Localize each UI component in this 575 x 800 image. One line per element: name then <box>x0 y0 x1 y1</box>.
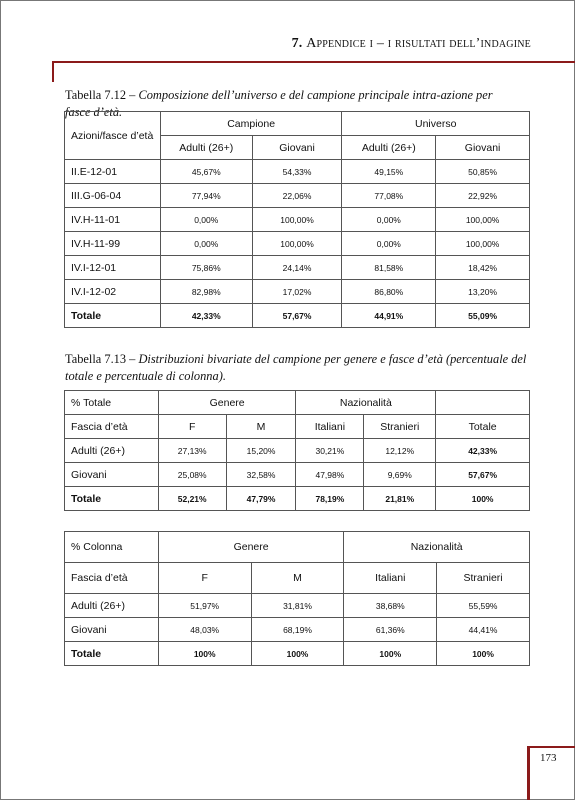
table1-caption: Tabella 7.12 – Composizione dell’universo e del campione principale intra-azione per fasce d’età. <box>65 88 493 119</box>
table2-caption: Tabella 7.13 – Distribuzioni bivariate del campione per genere e fasce d’età (percentuale del totale e percentuale di colonna). <box>65 352 527 383</box>
chapter-number: 7. <box>291 36 303 51</box>
table1-group-universo: Universo <box>342 112 530 136</box>
page-number-bar <box>527 746 530 800</box>
table-total-row: Totale 100% 100% 100% 100% <box>65 642 530 666</box>
table-row: Giovani 48,03% 68,19% 61,36% 44,41% <box>65 618 530 642</box>
table3-sub-header: Italiani <box>344 563 437 594</box>
running-head <box>292 36 531 52</box>
table3-sub-header: M <box>251 563 344 594</box>
header-rule-tick <box>52 61 54 82</box>
table-row: III.G-06-04 77,94% 22,06% 77,08% 22,92% <box>65 184 530 208</box>
table3-corner: % Colonna <box>65 532 159 563</box>
table-row: Adulti (26+) 27,13% 15,20% 30,21% 12,12% 42,33% <box>65 439 530 463</box>
table2-sub-header: Stranieri <box>364 415 436 439</box>
table-7-13-totale <box>64 390 530 511</box>
table3-row-header: Fascia d’età <box>65 563 159 594</box>
table2-corner: % Totale <box>65 391 159 415</box>
table-row: IV.H-11-01 0,00% 100,00% 0,00% 100,00% <box>65 208 530 232</box>
table-row: II.E-12-01 45,67% 54,33% 49,15% 50,85% <box>65 160 530 184</box>
header-rule <box>52 61 575 63</box>
chapter-title: Appendice i – i risultati dell’indagine <box>306 36 531 51</box>
table3-group-nazionalita: Nazionalità <box>344 532 530 563</box>
page-number-rule <box>527 746 575 748</box>
table-7-13-colonna <box>64 531 530 666</box>
table-7-12 <box>64 111 530 328</box>
table2-row-header: Fascia d’età <box>65 415 159 439</box>
table-total-row: Totale 52,21% 47,79% 78,19% 21,81% 100% <box>65 487 530 511</box>
table-total-row: Totale 42,33% 57,67% 44,91% 55,09% <box>65 304 530 328</box>
page-number: 173 <box>540 752 557 764</box>
table1-row-header: Azioni/fasce d’età <box>65 112 161 160</box>
table3-sub-header: Stranieri <box>437 563 530 594</box>
table3-group-genere: Genere <box>158 532 344 563</box>
table2-sub-header: Totale <box>436 415 530 439</box>
table1-group-campione: Campione <box>160 112 342 136</box>
table-row: Adulti (26+) 51,97% 31,81% 38,68% 55,59% <box>65 594 530 618</box>
table-row: IV.I-12-02 82,98% 17,02% 86,80% 13,20% <box>65 280 530 304</box>
table3-sub-header: F <box>158 563 251 594</box>
table1-sub-header: Adulti (26+) <box>342 136 436 160</box>
table2-sub-header: Italiani <box>296 415 364 439</box>
table2-sub-header: F <box>158 415 226 439</box>
table2-sub-header: M <box>226 415 296 439</box>
table2-group-genere: Genere <box>158 391 296 415</box>
table-row: Giovani 25,08% 32,58% 47,98% 9,69% 57,67% <box>65 463 530 487</box>
table-row: IV.H-11-99 0,00% 100,00% 0,00% 100,00% <box>65 232 530 256</box>
table1-sub-header: Giovani <box>436 136 530 160</box>
table1-sub-header: Adulti (26+) <box>160 136 252 160</box>
table2-group-nazionalita: Nazionalità <box>296 391 436 415</box>
table1-sub-header: Giovani <box>252 136 342 160</box>
table-row: IV.I-12-01 75,86% 24,14% 81,58% 18,42% <box>65 256 530 280</box>
